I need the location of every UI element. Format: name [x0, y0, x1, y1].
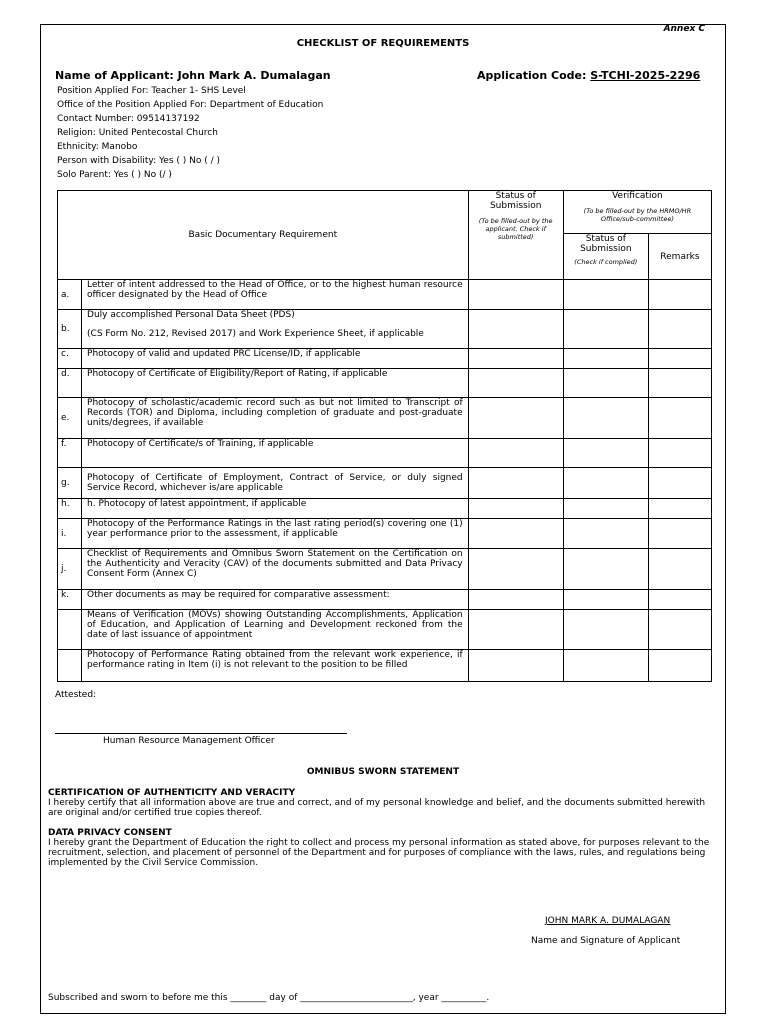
hrmo-signature-line[interactable]: [55, 733, 347, 734]
row-letter: k.: [58, 590, 82, 610]
verif-check-cell[interactable]: [563, 280, 648, 310]
table-row: [58, 650, 712, 682]
table-row: [58, 590, 712, 610]
form-title: CHECKLIST OF REQUIREMENTS: [296, 38, 470, 49]
row-letter: i.: [58, 519, 82, 549]
contact-number: Contact Number: 09514137192: [57, 114, 200, 124]
applicant-name: Name of Applicant: John Mark A. Dumalagan: [55, 69, 331, 82]
row-letter: c.: [58, 349, 82, 369]
privacy-body: I hereby grant the Department of Education the right to collect and process my personal information as stated above, for purposes relevant to the recruitment, selection, and placement of personnel of the Department and for purposes of compliance with the laws, rules, and regulations being implemented by the Civil Service Commission.: [48, 838, 710, 868]
applicant-check-cell[interactable]: [468, 549, 563, 590]
verif-check-cell[interactable]: [563, 549, 648, 590]
omnibus-title: OMNIBUS SWORN STATEMENT: [306, 767, 460, 777]
verif-status-note: (Check if complied): [574, 258, 638, 266]
status-submission-note: (To be filled-out by the applicant. Check if submitted): [478, 217, 553, 241]
applicant-check-cell[interactable]: [468, 519, 563, 549]
application-code: [477, 69, 700, 82]
applicant-check-cell[interactable]: [468, 439, 563, 468]
row-requirement: Means of Verification (MOVs) showing Outstanding Accomplishments, Application of Education, and Application of Learning and Development reckoned from the date of last issuance of appointment: [82, 610, 469, 650]
table-row: [58, 549, 712, 590]
applicant-check-cell[interactable]: [468, 499, 563, 519]
verif-check-cell[interactable]: [563, 650, 648, 682]
verif-check-cell[interactable]: [563, 590, 648, 610]
row-requirement: Photocopy of valid and updated PRC License/ID, if applicable: [82, 349, 469, 369]
privacy-heading: DATA PRIVACY CONSENT: [48, 828, 172, 838]
remarks-cell[interactable]: [648, 398, 711, 439]
verif-check-cell[interactable]: [563, 519, 648, 549]
row-requirement: Other documents as may be required for comparative assessment:: [82, 590, 469, 610]
annex-label: Annex C: [663, 24, 705, 34]
row-requirement: Photocopy of Certificate of Eligibility/Report of Rating, if applicable: [82, 369, 469, 398]
verif-check-cell[interactable]: [563, 310, 648, 349]
application-code-label: Application Code:: [477, 69, 591, 82]
header-basic-requirement: Basic Documentary Requirement: [58, 191, 469, 280]
applicant-check-cell[interactable]: [468, 310, 563, 349]
row-letter: j.: [58, 549, 82, 590]
table-row: [58, 369, 712, 398]
remarks-cell[interactable]: [648, 610, 711, 650]
table-row: [58, 468, 712, 499]
applicant-signatory: JOHN MARK A. DUMALAGAN: [545, 916, 671, 926]
header-remarks: Remarks: [648, 234, 711, 280]
remarks-cell[interactable]: [648, 590, 711, 610]
status-submission-label: Status of Submission: [489, 191, 542, 211]
applicant-check-cell[interactable]: [468, 398, 563, 439]
attested-label: Attested:: [55, 690, 97, 700]
table-row: [58, 499, 712, 519]
row-requirement: [82, 310, 469, 349]
row-letter: f.: [58, 439, 82, 468]
certification-body: I hereby certify that all information above are true and correct, and of my personal knowledge and belief, and the documents submitted herewith are original and/or certified true copies thereof.: [48, 798, 706, 818]
remarks-cell[interactable]: [648, 468, 711, 499]
verif-check-cell[interactable]: [563, 398, 648, 439]
verif-check-cell[interactable]: [563, 349, 648, 369]
remarks-cell[interactable]: [648, 439, 711, 468]
office-applied: Office of the Position Applied For: Department of Education: [57, 100, 324, 110]
row-requirement: Photocopy of scholastic/academic record such as but not limited to Transcript of Records (TOR) and Diploma, including completion of graduate and post-graduate units/degrees, if available: [82, 398, 469, 439]
subscribed-line: Subscribed and sworn to before me this ________ day of _________________________, year __________.: [48, 993, 490, 1003]
row-requirement-line2: (CS Form No. 212, Revised 2017) and Work Experience Sheet, if applicable: [87, 329, 424, 339]
remarks-cell[interactable]: [648, 549, 711, 590]
table-row: [58, 280, 712, 310]
row-letter: g.: [58, 468, 82, 499]
row-requirement: Checklist of Requirements and Omnibus Sworn Statement on the Certification on the Authenticity and Veracity (CAV) of the documents submitted and Data Privacy Consent Form (Annex C): [82, 549, 469, 590]
remarks-cell[interactable]: [648, 499, 711, 519]
applicant-check-cell[interactable]: [468, 610, 563, 650]
ethnicity: Ethnicity: Manobo: [57, 142, 138, 152]
pwd-status: Person with Disability: Yes ( ) No ( / ): [57, 156, 221, 166]
header-verification: [563, 191, 711, 234]
application-code-value: S-TCHI-2025-2296: [590, 69, 701, 82]
remarks-cell[interactable]: [648, 369, 711, 398]
verif-check-cell[interactable]: [563, 468, 648, 499]
position-applied: Position Applied For: Teacher 1- SHS Level: [57, 86, 246, 96]
remarks-cell[interactable]: [648, 519, 711, 549]
row-letter: e.: [58, 398, 82, 439]
verification-label: Verification: [612, 191, 663, 201]
religion: Religion: United Pentecostal Church: [57, 128, 218, 138]
remarks-cell[interactable]: [648, 280, 711, 310]
verif-status-label: Status of Submission: [580, 234, 632, 254]
remarks-cell[interactable]: [648, 349, 711, 369]
header-status-submission: [468, 191, 563, 280]
solo-parent-status: Solo Parent: Yes ( ) No (/ ): [57, 170, 172, 180]
hrmo-label: Human Resource Management Officer: [103, 736, 275, 746]
remarks-cell[interactable]: [648, 650, 711, 682]
table-row: [58, 398, 712, 439]
header-verif-status: [563, 234, 648, 280]
checklist-form: [40, 24, 726, 1014]
requirements-table: [57, 190, 712, 682]
verif-check-cell[interactable]: [563, 499, 648, 519]
row-letter: d.: [58, 369, 82, 398]
remarks-cell[interactable]: [648, 310, 711, 349]
row-letter: b.: [58, 310, 82, 349]
row-letter: a.: [58, 280, 82, 310]
applicant-check-cell[interactable]: [468, 369, 563, 398]
verif-check-cell[interactable]: [563, 439, 648, 468]
verif-check-cell[interactable]: [563, 369, 648, 398]
verif-check-cell[interactable]: [563, 610, 648, 650]
table-row: [58, 439, 712, 468]
applicant-check-cell[interactable]: [468, 650, 563, 682]
applicant-check-cell[interactable]: [468, 280, 563, 310]
table-row: [58, 519, 712, 549]
row-requirement: Photocopy of the Performance Ratings in the last rating period(s) covering one (1) year performance prior to the assessment, if applicable: [82, 519, 469, 549]
applicant-check-cell[interactable]: [468, 590, 563, 610]
signature-label: Name and Signature of Applicant: [531, 936, 681, 946]
table-row: [58, 349, 712, 369]
row-requirement: Photocopy of Certificate/s of Training, if applicable: [82, 439, 469, 468]
privacy-section: [48, 828, 711, 868]
certification-section: [48, 788, 711, 818]
table-row: [58, 310, 712, 349]
row-requirement: Photocopy of Certificate of Employment, Contract of Service, or duly signed Service Record, whichever is/are applicable: [82, 468, 469, 499]
row-requirement: Letter of intent addressed to the Head of Office, or to the highest human resource officer designated by the Head of Office: [82, 280, 469, 310]
applicant-check-cell[interactable]: [468, 468, 563, 499]
verification-note: (To be filled-out by the HRMO/HR Office/sub-committee): [583, 207, 692, 223]
applicant-check-cell[interactable]: [468, 349, 563, 369]
row-letter: [58, 610, 82, 650]
row-letter: h.: [58, 499, 82, 519]
table-row: [58, 610, 712, 650]
certification-heading: CERTIFICATION OF AUTHENTICITY AND VERACITY: [48, 788, 296, 798]
row-requirement-line1: Duly accomplished Personal Data Sheet (PDS): [87, 310, 295, 320]
row-requirement: h. Photocopy of latest appointment, if applicable: [82, 499, 469, 519]
row-letter: [58, 650, 82, 682]
row-requirement: Photocopy of Performance Rating obtained from the relevant work experience, if performance rating in Item (i) is not relevant to the position to be filled: [82, 650, 469, 682]
